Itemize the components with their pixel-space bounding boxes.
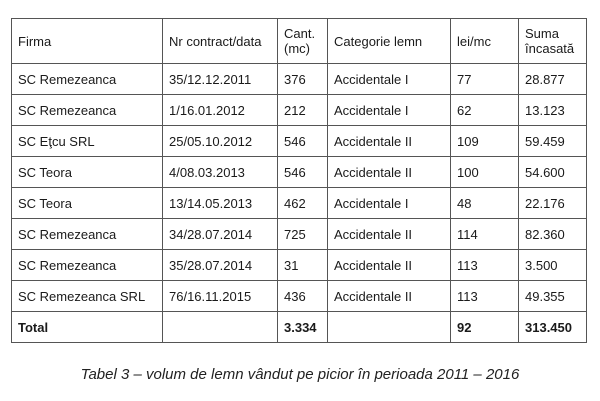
cell-suma: 54.600 — [519, 157, 587, 188]
cell-contract: 35/28.07.2014 — [163, 250, 278, 281]
total-categorie — [328, 312, 451, 343]
cell-cant: 725 — [278, 219, 328, 250]
table-row — [12, 126, 587, 157]
cell-firma: SC Remezeanca — [12, 219, 163, 250]
cell-cant: 546 — [278, 157, 328, 188]
cell-contract: 25/05.10.2012 — [163, 126, 278, 157]
cell-contract: 34/28.07.2014 — [163, 219, 278, 250]
cell-firma: SC Remezeanca SRL — [12, 281, 163, 312]
cell-contract: 13/14.05.2013 — [163, 188, 278, 219]
cell-contract: 76/16.11.2015 — [163, 281, 278, 312]
cell-firma: SC Teora — [12, 157, 163, 188]
cell-contract: 1/16.01.2012 — [163, 95, 278, 126]
cell-lei-mc: 113 — [451, 250, 519, 281]
cell-suma: 59.459 — [519, 126, 587, 157]
table-header — [12, 19, 587, 64]
cell-categorie: Accidentale I — [328, 188, 451, 219]
total-cant: 3.334 — [278, 312, 328, 343]
wood-sales-table — [11, 18, 587, 343]
header-contract: Nr contract/data — [163, 19, 278, 64]
cell-categorie: Accidentale II — [328, 250, 451, 281]
total-row — [12, 312, 587, 343]
table-row — [12, 219, 587, 250]
cell-categorie: Accidentale II — [328, 219, 451, 250]
header-cant — [278, 19, 328, 64]
cell-lei-mc: 48 — [451, 188, 519, 219]
table-row — [12, 188, 587, 219]
header-cant-line2: (mc) — [284, 41, 310, 56]
cell-categorie: Accidentale II — [328, 157, 451, 188]
cell-cant: 436 — [278, 281, 328, 312]
cell-cant: 31 — [278, 250, 328, 281]
cell-cant: 376 — [278, 64, 328, 95]
cell-lei-mc: 77 — [451, 64, 519, 95]
cell-contract: 4/08.03.2013 — [163, 157, 278, 188]
table-row — [12, 95, 587, 126]
header-lei-mc: lei/mc — [451, 19, 519, 64]
table-wrapper — [11, 18, 586, 343]
cell-firma: SC Remezeanca — [12, 250, 163, 281]
cell-suma: 13.123 — [519, 95, 587, 126]
table-footer — [12, 312, 587, 343]
total-contract — [163, 312, 278, 343]
header-categorie: Categorie lemn — [328, 19, 451, 64]
cell-cant: 462 — [278, 188, 328, 219]
cell-cant: 212 — [278, 95, 328, 126]
header-cant-line1: Cant. — [284, 26, 316, 41]
table-caption: Tabel 3 – volum de lemn vândut pe picior în perioada 2011 – 2016 — [80, 366, 520, 383]
header-firma: Firma — [12, 19, 163, 64]
cell-categorie: Accidentale II — [328, 126, 451, 157]
cell-firma: SC Teora — [12, 188, 163, 219]
table-row — [12, 250, 587, 281]
table-row — [12, 281, 587, 312]
cell-categorie: Accidentale II — [328, 281, 451, 312]
header-suma-line2: încasată — [525, 41, 575, 56]
cell-suma: 82.360 — [519, 219, 587, 250]
cell-categorie: Accidentale I — [328, 95, 451, 126]
cell-suma: 3.500 — [519, 250, 587, 281]
cell-suma: 49.355 — [519, 281, 587, 312]
cell-lei-mc: 109 — [451, 126, 519, 157]
cell-firma: SC Remezeanca — [12, 95, 163, 126]
table-row — [12, 64, 587, 95]
cell-firma: SC Eţcu SRL — [12, 126, 163, 157]
total-label: Total — [12, 312, 163, 343]
cell-cant: 546 — [278, 126, 328, 157]
cell-suma: 28.877 — [519, 64, 587, 95]
header-suma — [519, 19, 587, 64]
table-body — [12, 64, 587, 312]
cell-contract: 35/12.12.2011 — [163, 64, 278, 95]
cell-suma: 22.176 — [519, 188, 587, 219]
header-suma-line1: Suma — [525, 26, 559, 41]
cell-lei-mc: 62 — [451, 95, 519, 126]
cell-lei-mc: 113 — [451, 281, 519, 312]
total-lei-mc: 92 — [451, 312, 519, 343]
total-suma: 313.450 — [519, 312, 587, 343]
cell-lei-mc: 114 — [451, 219, 519, 250]
header-row — [12, 19, 587, 64]
table-row — [12, 157, 587, 188]
cell-categorie: Accidentale I — [328, 64, 451, 95]
cell-firma: SC Remezeanca — [12, 64, 163, 95]
cell-lei-mc: 100 — [451, 157, 519, 188]
